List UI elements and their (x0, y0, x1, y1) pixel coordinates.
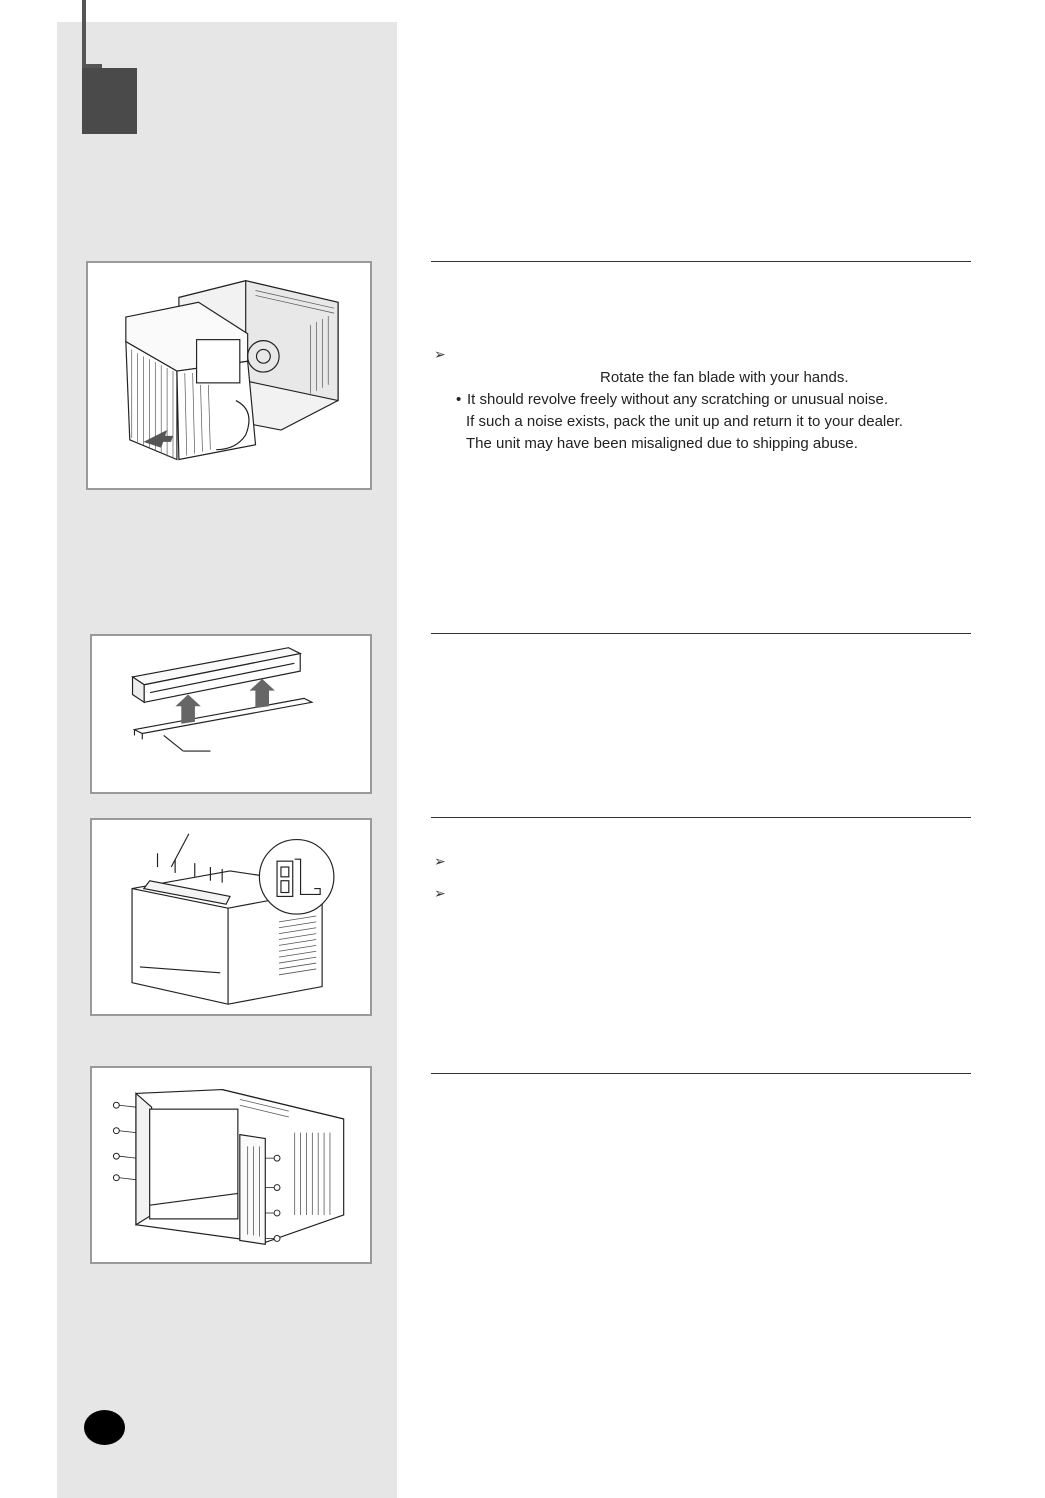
instruction-misaligned: The unit may have been misaligned due to shipping abuse. (466, 435, 858, 452)
corner-rule-vertical (82, 0, 86, 68)
bullet-symbol: • (456, 391, 462, 408)
cabinet-rail-illustration (92, 820, 370, 1014)
arrow-bullet-icon: ➢ (434, 854, 446, 870)
section-tab-block (82, 68, 137, 134)
side-panels-illustration (92, 1068, 370, 1262)
instruction-noise-return: If such a noise exists, pack the unit up and return it to your dealer. (466, 413, 903, 430)
guide-rail-illustration (92, 636, 370, 792)
chassis-illustration (88, 263, 370, 488)
page-number-dot (84, 1410, 125, 1445)
figure-cabinet-rail-detail (90, 818, 372, 1016)
figure-side-panels (90, 1066, 372, 1264)
arrow-bullet-icon: ➢ (434, 347, 446, 363)
instruction-rotate-fan: Rotate the fan blade with your hands. (600, 369, 849, 386)
section-rule-2 (431, 633, 971, 634)
arrow-bullet-icon: ➢ (434, 886, 446, 902)
section-rule-1 (431, 261, 971, 262)
section-rule-4 (431, 1073, 971, 1074)
instruction-revolve-freely: It should revolve freely without any scratching or unusual noise. (467, 391, 889, 408)
figure-guide-rail (90, 634, 372, 794)
figure-chassis-removal (86, 261, 372, 490)
section-rule-3 (431, 817, 971, 818)
